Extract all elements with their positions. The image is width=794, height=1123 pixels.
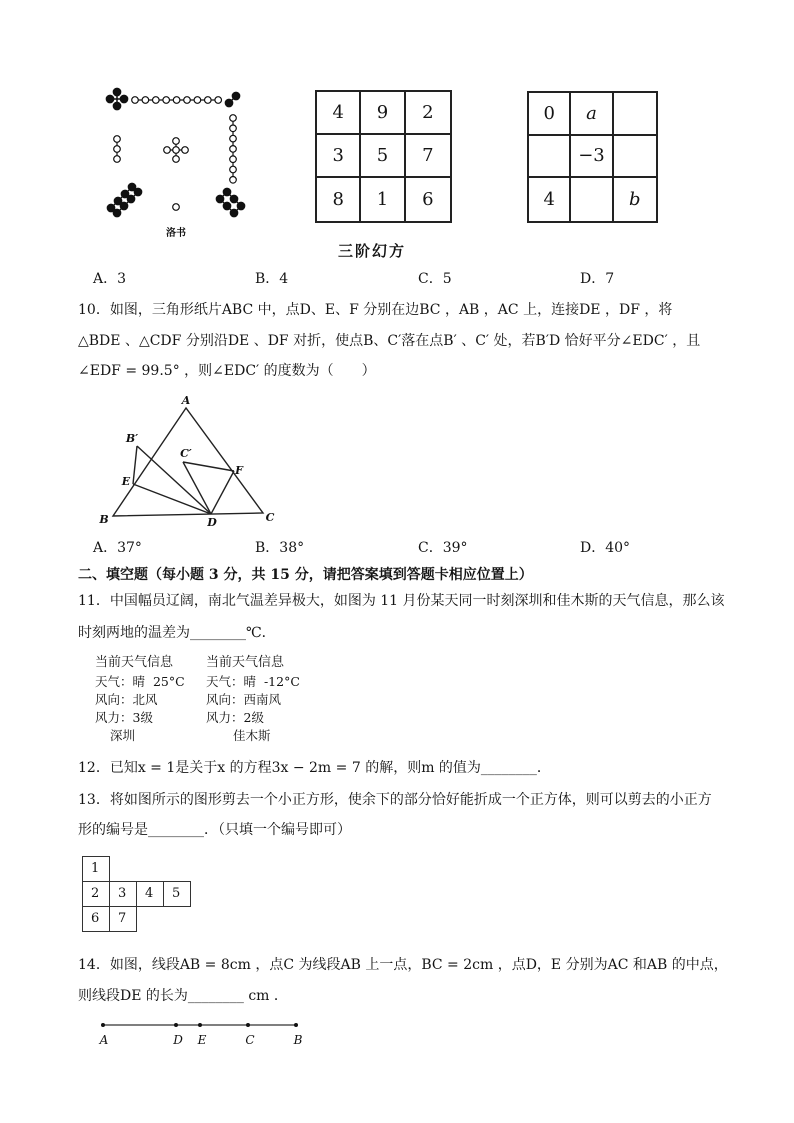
magic-square-cell: 9 [361, 92, 405, 135]
point-label-b: B [99, 513, 109, 526]
q10-option-b: B．38° [255, 540, 305, 556]
luoshu-five-white-dots [164, 138, 189, 163]
magic-square-cell: 2 [406, 92, 450, 135]
point-label-c-prime: C′ [180, 447, 192, 460]
unknown-square-cell [614, 93, 656, 136]
weather-wind-force: 风力：2级 [206, 710, 264, 725]
magic-square-grid [315, 90, 452, 223]
unknown-square-cell [529, 136, 571, 179]
magic-square-cell: 7 [406, 135, 450, 178]
unknown-square-cell [614, 136, 656, 179]
luoshu-one-white-dot [173, 204, 180, 211]
magic-square-cell: 8 [317, 178, 361, 221]
point-label-a: A [181, 394, 191, 407]
segment-b-prime-d [137, 446, 211, 514]
weather-city: 佳木斯 [233, 728, 271, 743]
segment-label-e: E [197, 1033, 207, 1047]
point-d [174, 1023, 178, 1027]
point-label-c: C [265, 511, 275, 524]
point-label-b-prime: B′ [125, 432, 139, 445]
q9-option-c: C．5 [418, 271, 452, 287]
q10-option-c: C．39° [418, 540, 468, 556]
weather-condition: 天气：晴 -12°C [206, 674, 300, 689]
magic-square-cell: 4 [317, 92, 361, 135]
q13-text-line: 形的编号是________．（只填一个编号即可） [78, 822, 351, 838]
luoshu-nine-white-dots [132, 97, 222, 104]
q14-text-line: 则线段DE 的长为________ cm ． [78, 988, 288, 1004]
luoshu-two-black-dots [225, 92, 239, 106]
luoshu-diagram [100, 84, 250, 244]
q11-text-line: 11．中国幅员辽阔，南北气温差异极大，如图为 11 月份某天同一时刻深圳和佳木斯的天气信息，那么该 [78, 593, 725, 609]
segment-b-prime-e [133, 446, 137, 484]
weather-title: 当前天气信息 [95, 655, 174, 670]
segment-ed [133, 484, 211, 514]
weather-condition: 天气：晴 25°C [95, 674, 185, 689]
luoshu-six-black-dots [216, 188, 244, 216]
luoshu-caption: 洛书 [166, 228, 186, 239]
net-square: 7 [109, 906, 137, 932]
weather-wind-direction: 风向：西南风 [206, 692, 282, 707]
point-e [198, 1023, 202, 1027]
weather-city: 深圳 [110, 728, 136, 743]
q12-text-line: 12．已知x = 1是关于x 的方程3x − 2m = 7 的解，则m 的值为________． [78, 760, 551, 776]
magic-square-caption: 三阶幻方 [338, 242, 407, 260]
point-a [101, 1023, 105, 1027]
unknown-square-cell: 4 [529, 178, 571, 221]
segment-label-a: A [99, 1033, 109, 1047]
luoshu-eight-black-dots [107, 183, 141, 216]
unknown-square-cell [571, 178, 613, 221]
luoshu-three-white-dots [114, 136, 121, 163]
point-label-f: F [235, 464, 243, 477]
q10-triangle-figure [95, 388, 285, 530]
weather-wind-force: 风力：3级 [95, 710, 153, 725]
q10-text-line: ∠EDF = 99.5° ，则∠EDC′ 的度数为（ ） [78, 363, 376, 379]
net-square: 5 [163, 881, 191, 907]
segment-label-d: D [173, 1033, 183, 1047]
point-label-d: D [207, 516, 217, 529]
luoshu-seven-white-dots [230, 115, 237, 183]
q9-option-b: B．4 [255, 271, 289, 287]
magic-square-cell: 6 [422, 189, 434, 210]
magic-square-cell: 1 [361, 178, 405, 221]
section-heading: 二、填空题（每小题 3 分，共 15 分，请把答案填到答题卡相应位置上） [78, 567, 533, 583]
unknown-square-cell: a [571, 93, 613, 136]
unknown-square-cell: 0 [529, 93, 571, 136]
segment-label-c: C [245, 1033, 255, 1047]
q10-option-a: A．37° [93, 540, 142, 556]
net-square: 1 [82, 856, 110, 882]
q10-text-line: △BDE 、△CDF 分别沿DE 、DF 对折，使点B、C′落在点B′ 、C′ 处，若B′D 恰好平分∠EDC′ ，且 [78, 333, 701, 349]
weather-wind-direction: 风向：北风 [95, 692, 158, 707]
net-square: 3 [109, 881, 137, 907]
q11-text-line: 时刻两地的温差为________℃． [78, 625, 276, 641]
magic-square-cell: 5 [361, 135, 405, 178]
point-b [294, 1023, 298, 1027]
unknown-square-grid [527, 91, 658, 223]
unknown-square-cell: b [629, 189, 641, 211]
q9-option-a: A．3 [93, 271, 127, 287]
q9-option-d: D．7 [580, 271, 615, 287]
net-square: 2 [82, 881, 110, 907]
net-square: 6 [82, 906, 110, 932]
magic-square-cell: 3 [317, 135, 361, 178]
segment-c-prime-d [183, 462, 211, 514]
q14-line-segment-figure [95, 1015, 310, 1051]
segment-label-b: B [293, 1033, 303, 1047]
q10-option-d: D．40° [580, 540, 631, 556]
point-label-e: E [121, 475, 131, 488]
q13-text-line: 13．将如图所示的图形剪去一个小正方形，使余下的部分恰好能折成一个正方体，则可以剪去的小正方 [78, 792, 712, 808]
unknown-square-cell: −3 [571, 136, 613, 179]
q14-text-line: 14．如图，线段AB = 8cm ，点C 为线段AB 上一点，BC = 2cm ，点D，E 分别为AC 和AB 的中点， [78, 957, 728, 973]
point-c [246, 1023, 250, 1027]
q10-text-line: 10．如图，三角形纸片ABC 中，点D、E、F 分别在边BC ，AB ，AC 上，连接DE ，DF ，将 [78, 302, 673, 318]
luoshu-four-black-dots [106, 88, 127, 109]
net-square: 4 [136, 881, 164, 907]
segment-df [211, 471, 234, 514]
weather-title: 当前天气信息 [206, 655, 285, 670]
